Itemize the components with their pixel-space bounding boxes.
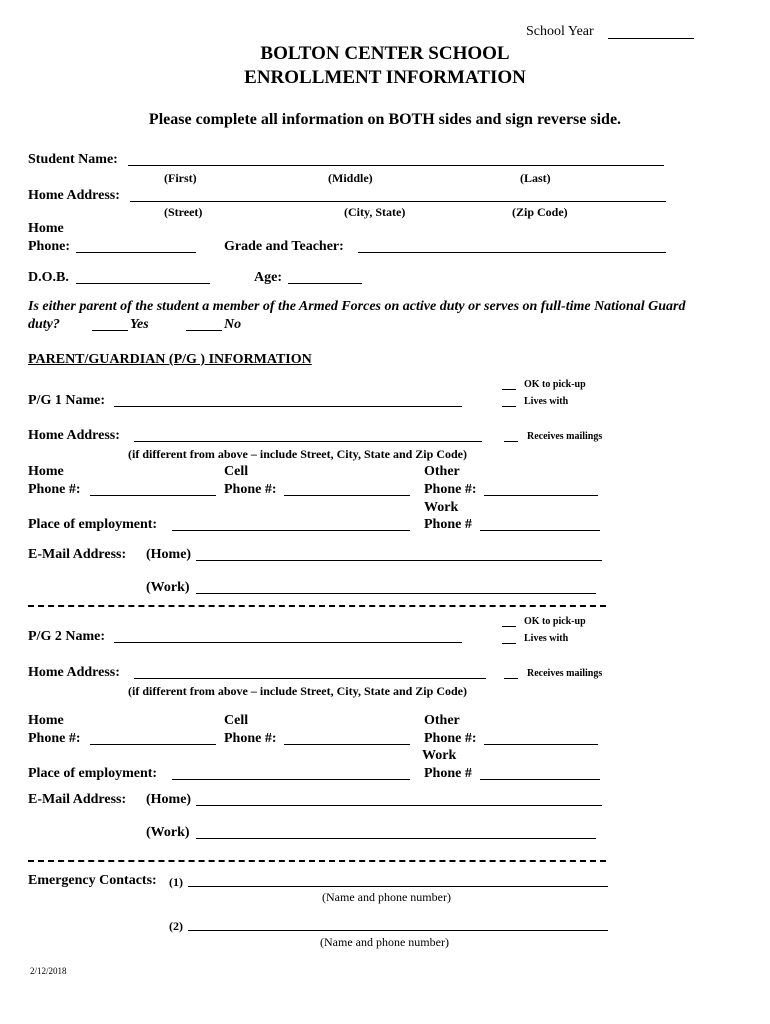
phone-label: Phone: <box>28 239 70 254</box>
student-name-label: Student Name: <box>28 152 118 167</box>
city-state-hint: (City, State) <box>344 205 406 219</box>
pg2-receives-mailings-check[interactable] <box>504 678 518 679</box>
pg1-employment-field[interactable] <box>172 530 410 531</box>
emergency-2-num: (2) <box>169 919 183 933</box>
emergency-1-hint: (Name and phone number) <box>322 890 451 904</box>
armed-forces-question: Is either parent of the student a member of the Armed Forces on active duty or serves on full-time National Guard <box>28 299 686 314</box>
age-label: Age: <box>254 270 282 285</box>
school-name: BOLTON CENTER SCHOOL <box>260 43 510 64</box>
pg1-ok-pickup-check[interactable] <box>502 389 516 390</box>
pg1-work-phone-field[interactable] <box>480 530 600 531</box>
pg1-home-phone-label: Phone #: <box>28 482 81 497</box>
pg1-lives-with-label: Lives with <box>524 396 569 407</box>
pg2-cell-phone-field[interactable] <box>284 744 410 745</box>
armed-forces-question-cont: duty? <box>28 317 60 332</box>
form-title: ENROLLMENT INFORMATION <box>244 67 526 88</box>
pg2-ok-pickup-label: OK to pick-up <box>524 616 586 627</box>
student-address-label: Home Address: <box>28 188 120 203</box>
pg1-email-work-field[interactable] <box>196 593 596 594</box>
pg1-cell-label: Cell <box>224 464 249 479</box>
zip-hint: (Zip Code) <box>512 205 568 219</box>
pg2-work-phone-label: Phone # <box>424 766 472 781</box>
pg1-employment-label: Place of employment: <box>28 517 158 532</box>
pg2-employment-field[interactable] <box>172 779 410 780</box>
pg2-other-label: Other <box>424 713 460 728</box>
pg2-address-label: Home Address: <box>28 665 120 680</box>
pg2-lives-with-label: Lives with <box>524 633 569 644</box>
emergency-label: Emergency Contacts: <box>28 873 157 888</box>
pg1-work-label: Work <box>424 500 459 515</box>
pg2-ok-pickup-check[interactable] <box>502 626 516 627</box>
pg1-email-work-label: (Work) <box>146 580 190 595</box>
yes-label: Yes <box>130 317 149 332</box>
pg1-address-note: (if different from above – include Street, City, State and Zip Code) <box>128 447 467 461</box>
street-hint: (Street) <box>164 205 203 219</box>
pg2-email-home-label: (Home) <box>146 792 192 807</box>
instruction: Please complete all information on BOTH sides and sign reverse side. <box>148 111 622 128</box>
pg2-lives-with-check[interactable] <box>502 643 516 644</box>
pg2-home-phone-label: Phone #: <box>28 731 81 746</box>
pg2-work-label: Work <box>422 748 457 763</box>
pg2-address-note: (if different from above – include Street, City, State and Zip Code) <box>128 684 467 698</box>
pg2-other-phone-field[interactable] <box>484 744 598 745</box>
pg1-cell-phone-field[interactable] <box>284 495 410 496</box>
pg-section-title: PARENT/GUARDIAN (P/G ) INFORMATION <box>28 352 312 367</box>
home-label: Home <box>28 221 64 236</box>
dob-label: D.O.B. <box>28 270 69 285</box>
pg1-receives-mailings-label: Receives mailings <box>527 431 603 442</box>
grade-teacher-label: Grade and Teacher: <box>224 239 344 254</box>
section-divider <box>28 605 606 607</box>
pg2-name-field[interactable] <box>114 642 462 643</box>
student-address-field[interactable] <box>130 201 666 202</box>
pg1-cell-phone-label: Phone #: <box>224 482 277 497</box>
emergency-1-num: (1) <box>169 875 183 889</box>
pg2-email-work-field[interactable] <box>196 838 596 839</box>
pg2-email-label: E-Mail Address: <box>28 792 127 807</box>
pg2-employment-label: Place of employment: <box>28 766 158 781</box>
emergency-1-field[interactable] <box>188 886 608 887</box>
pg2-work-phone-field[interactable] <box>480 779 600 780</box>
pg1-home-phone-field[interactable] <box>90 495 216 496</box>
pg1-ok-pickup-label: OK to pick-up <box>524 379 586 390</box>
school-year-label: School Year <box>526 24 594 39</box>
first-hint: (First) <box>164 171 197 185</box>
pg2-receives-mailings-label: Receives mailings <box>527 668 603 679</box>
pg1-other-phone-label: Phone #: <box>424 482 477 497</box>
pg1-home-label: Home <box>28 464 64 479</box>
section-divider-2 <box>28 860 606 862</box>
pg1-address-field[interactable] <box>134 441 482 442</box>
pg2-cell-label: Cell <box>224 713 249 728</box>
footer-date: 2/12/2018 <box>30 966 67 976</box>
pg2-cell-phone-label: Phone #: <box>224 731 277 746</box>
pg2-address-field[interactable] <box>134 678 486 679</box>
last-hint: (Last) <box>520 171 551 185</box>
emergency-2-field[interactable] <box>188 930 608 931</box>
no-blank[interactable] <box>186 330 222 331</box>
pg1-other-phone-field[interactable] <box>484 495 598 496</box>
pg1-email-home-label: (Home) <box>146 547 192 562</box>
pg1-address-label: Home Address: <box>28 428 120 443</box>
pg2-email-home-field[interactable] <box>196 805 602 806</box>
pg2-name-label: P/G 2 Name: <box>28 629 105 644</box>
pg1-work-phone-label: Phone # <box>424 517 472 532</box>
grade-teacher-field[interactable] <box>358 252 666 253</box>
pg1-email-home-field[interactable] <box>196 560 602 561</box>
pg2-email-work-label: (Work) <box>146 825 190 840</box>
student-phone-field[interactable] <box>76 252 196 253</box>
pg1-receives-mailings-check[interactable] <box>504 441 518 442</box>
pg2-other-phone-label: Phone #: <box>424 731 477 746</box>
pg2-home-phone-field[interactable] <box>90 744 216 745</box>
pg1-name-label: P/G 1 Name: <box>28 393 105 408</box>
pg1-other-label: Other <box>424 464 460 479</box>
pg1-lives-with-check[interactable] <box>502 406 516 407</box>
emergency-2-hint: (Name and phone number) <box>320 935 449 949</box>
pg2-home-label: Home <box>28 713 64 728</box>
school-year-field[interactable] <box>608 38 694 39</box>
pg1-email-label: E-Mail Address: <box>28 547 127 562</box>
no-label: No <box>224 317 242 332</box>
age-field[interactable] <box>288 283 362 284</box>
pg1-name-field[interactable] <box>114 406 462 407</box>
dob-field[interactable] <box>76 283 210 284</box>
yes-blank[interactable] <box>92 330 128 331</box>
middle-hint: (Middle) <box>328 171 373 185</box>
student-name-field[interactable] <box>128 165 664 166</box>
